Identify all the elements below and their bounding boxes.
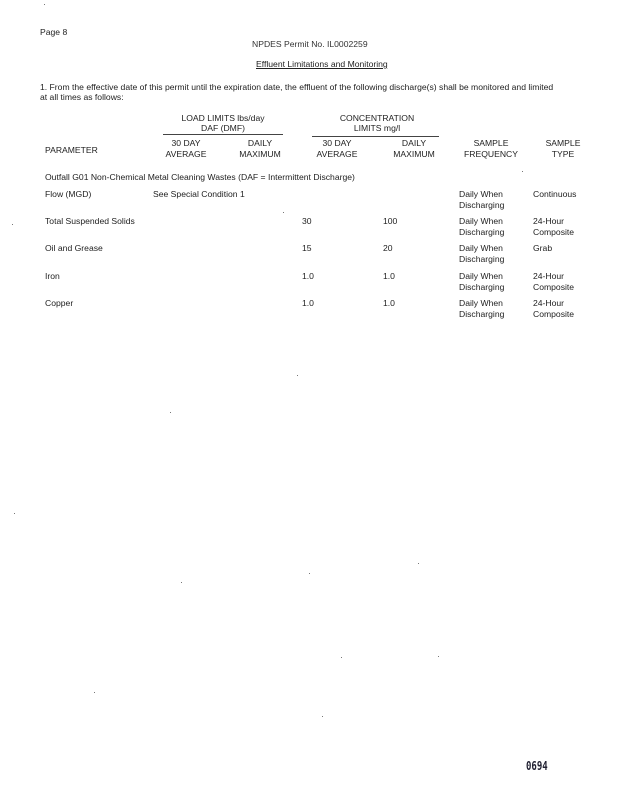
scan-speck	[12, 224, 13, 225]
outfall-label: Outfall G01 Non-Chemical Metal Cleaning Wastes (DAF = Intermittent Discharge)	[45, 172, 355, 182]
row-type-flow: Continuous	[533, 189, 577, 199]
row-parameter-copper: Copper	[45, 298, 74, 308]
page-number: Page 8	[40, 27, 68, 37]
row-type-iron-2: Composite	[533, 282, 575, 292]
column-header-load-daily: DAILY	[247, 138, 273, 148]
scan-speck	[44, 4, 45, 5]
load-limits-subheader: DAF (DMF)	[201, 123, 245, 133]
row-type-oil-grease: Grab	[533, 243, 553, 253]
column-header-load-30-day-average: AVERAGE	[165, 149, 207, 159]
concentration-limits-header: CONCENTRATION	[339, 113, 415, 123]
row-frequency-iron-2: Discharging	[459, 282, 505, 292]
row-type-tss-2: Composite	[533, 227, 575, 237]
scan-speck	[14, 513, 15, 514]
scan-speck	[309, 573, 310, 574]
row-frequency-tss-2: Discharging	[459, 227, 505, 237]
row-frequency-flow: Daily When	[459, 189, 503, 199]
row-frequency-copper-2: Discharging	[459, 309, 505, 319]
load-limits-header: LOAD LIMITS lbs/day	[181, 113, 265, 123]
scan-speck	[438, 656, 439, 657]
concentration-limits-subheader: LIMITS mg/l	[353, 123, 401, 133]
row-conc-30-copper: 1.0	[302, 298, 314, 308]
column-header-conc-daily-maximum: MAXIMUM	[393, 149, 435, 159]
load-limits-rule	[163, 134, 283, 135]
row-conc-30-tss: 30	[302, 216, 312, 226]
row-type-tss: 24-Hour	[533, 216, 565, 226]
row-note-flow: See Special Condition 1	[153, 189, 245, 199]
page-stamp: 0694	[526, 759, 548, 773]
scan-speck	[522, 171, 523, 172]
scan-speck	[418, 563, 419, 564]
column-header-conc-daily: DAILY	[401, 138, 427, 148]
column-header-sample: SAMPLE	[473, 138, 509, 148]
scan-speck	[297, 375, 298, 376]
column-header-load-daily-maximum: MAXIMUM	[239, 149, 281, 159]
row-frequency-oil-grease-2: Discharging	[459, 254, 505, 264]
permit-number: NPDES Permit No. IL0002259	[252, 39, 368, 49]
row-frequency-tss: Daily When	[459, 216, 503, 226]
row-conc-daily-iron: 1.0	[383, 271, 395, 281]
concentration-limits-rule	[312, 136, 439, 137]
intro-line-1: 1. From the effective date of this permit until the expiration date, the effluent of the following discharge(s) shall be monitored and limited	[40, 82, 554, 92]
row-parameter-iron: Iron	[45, 271, 60, 281]
column-header-load-30-day: 30 DAY	[171, 138, 201, 148]
row-frequency-oil-grease: Daily When	[459, 243, 503, 253]
row-frequency-flow-2: Discharging	[459, 200, 505, 210]
column-header-conc-30-day-average: AVERAGE	[316, 149, 358, 159]
row-type-iron: 24-Hour	[533, 271, 565, 281]
section-title: Effluent Limitations and Monitoring	[256, 59, 388, 69]
scan-speck	[94, 692, 95, 693]
column-header-conc-30-day: 30 DAY	[322, 138, 352, 148]
scan-speck	[283, 212, 284, 213]
row-conc-daily-oil-grease: 20	[383, 243, 393, 253]
column-header-parameter: PARAMETER	[45, 145, 98, 155]
scan-speck	[322, 716, 323, 717]
column-header-sample-type: TYPE	[551, 149, 575, 159]
scan-speck	[341, 657, 342, 658]
row-parameter-flow: Flow (MGD)	[45, 189, 92, 199]
row-type-copper-2: Composite	[533, 309, 575, 319]
row-type-copper: 24-Hour	[533, 298, 565, 308]
row-frequency-copper: Daily When	[459, 298, 503, 308]
row-conc-30-iron: 1.0	[302, 271, 314, 281]
scan-speck	[181, 582, 182, 583]
column-header-sample-2: SAMPLE	[545, 138, 581, 148]
row-frequency-iron: Daily When	[459, 271, 503, 281]
column-header-sample-frequency: FREQUENCY	[464, 149, 518, 159]
row-parameter-tss: Total Suspended Solids	[45, 216, 135, 226]
scan-speck	[170, 412, 171, 413]
row-parameter-oil-grease: Oil and Grease	[45, 243, 103, 253]
row-conc-daily-copper: 1.0	[383, 298, 395, 308]
row-conc-daily-tss: 100	[383, 216, 398, 226]
row-conc-30-oil-grease: 15	[302, 243, 312, 253]
intro-line-2: at all times as follows:	[40, 92, 124, 102]
